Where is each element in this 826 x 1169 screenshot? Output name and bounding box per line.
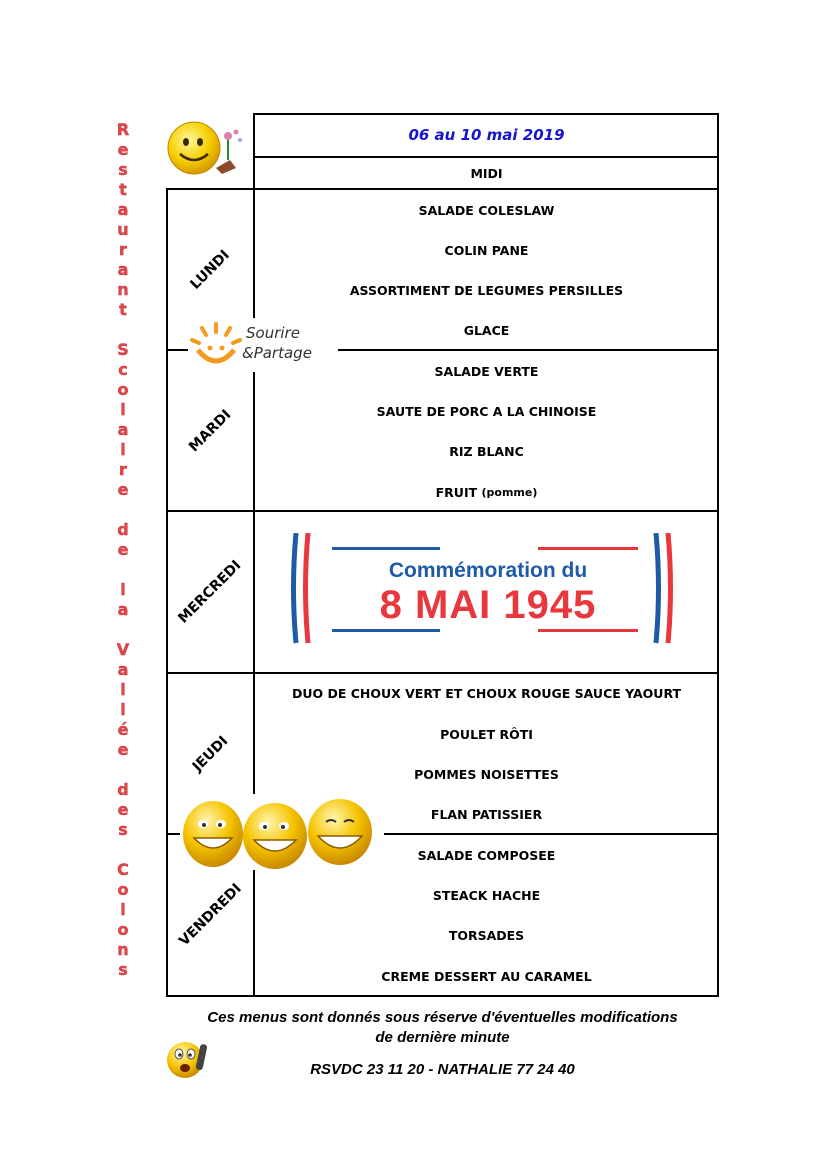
dish-vendredi-2: STEACK HACHE xyxy=(432,887,541,903)
side-title-letter: a xyxy=(117,660,129,679)
footer-disclaimer-line-1: Ces menus sont donnés sous réserve d'éventuelles modifications xyxy=(207,1009,678,1026)
dish-jeudi-3: POMMES NOISETTES xyxy=(414,766,559,782)
side-title-letter: s xyxy=(118,820,128,839)
sourire-partage-logo xyxy=(188,318,338,372)
restaurant-name-vertical xyxy=(108,120,138,980)
side-title-letter: d xyxy=(117,780,129,799)
day-label-mardi: MARDI xyxy=(185,406,235,455)
side-title-letter: a xyxy=(117,260,129,279)
side-title-letter: d xyxy=(117,520,129,539)
dish-mardi-4-label: FRUIT xyxy=(435,484,478,500)
side-title-letter: o xyxy=(117,880,129,899)
sun-icon xyxy=(188,320,244,370)
day-label-mercredi: MERCREDI xyxy=(175,557,245,627)
dish-mardi-4 xyxy=(254,472,719,512)
meal-label: MIDI xyxy=(470,165,503,181)
side-title-letter: a xyxy=(117,200,129,219)
logo-line-1: Sourire xyxy=(246,324,300,342)
side-title-letter: a xyxy=(117,420,129,439)
side-title-letter: s xyxy=(118,960,128,979)
side-title-letter: u xyxy=(117,220,129,239)
side-title-letter: e xyxy=(117,540,129,559)
side-title-letter: a xyxy=(117,600,129,619)
side-title-letter: n xyxy=(117,280,129,299)
side-title-letter: c xyxy=(118,360,128,379)
side-title-letter: t xyxy=(119,300,127,319)
side-title-letter: s xyxy=(118,160,128,179)
side-title-letter: e xyxy=(117,140,129,159)
dish-jeudi-2: POULET RÔTI xyxy=(440,726,533,742)
side-title-letter: e xyxy=(117,800,129,819)
side-title-letter: V xyxy=(116,640,130,659)
side-title-letter: l xyxy=(120,680,126,699)
side-title-letter: t xyxy=(119,180,127,199)
banner-line-2: 8 MAI 1945 xyxy=(379,583,597,627)
dish-vendredi-4: CREME DESSERT AU CARAMEL xyxy=(381,968,592,984)
dish-mardi-3: RIZ BLANC xyxy=(449,443,524,459)
side-title-letter: C xyxy=(117,860,129,879)
commemoration-banner xyxy=(288,533,688,648)
side-title-letter: e xyxy=(117,480,129,499)
side-title-letter: o xyxy=(117,920,129,939)
dish-lundi-2: COLIN PANE xyxy=(444,242,529,258)
footer-disclaimer-line-2: de dernière minute xyxy=(375,1029,510,1046)
day-label-vendredi: VENDREDI xyxy=(175,880,245,950)
dish-lundi-1: SALADE COLESLAW xyxy=(418,202,555,218)
dish-mardi-1: SALADE VERTE xyxy=(434,363,539,379)
dish-vendredi-1: SALADE COMPOSEE xyxy=(417,847,556,863)
side-title-letter: l xyxy=(120,700,126,719)
side-title-letter: r xyxy=(119,240,127,259)
dish-lundi-3: ASSORTIMENT DE LEGUMES PERSILLES xyxy=(349,282,624,298)
day-label-jeudi: JEUDI xyxy=(189,732,231,775)
dish-mardi-2: SAUTE DE PORC A LA CHINOISE xyxy=(376,403,597,419)
contact-phone-numbers: RSVDC 23 11 20 - NATHALIE 77 24 40 xyxy=(310,1061,575,1078)
logo-line-2: &Partage xyxy=(242,344,312,362)
side-title-letter: S xyxy=(117,340,129,359)
day-label-lundi: LUNDI xyxy=(187,246,233,293)
side-title-letter: i xyxy=(120,440,126,459)
banner-line-1: Commémoration du xyxy=(388,559,588,582)
side-title-letter: l xyxy=(120,580,126,599)
side-title-letter: l xyxy=(120,900,126,919)
dish-jeudi-1: DUO DE CHOUX VERT ET CHOUX ROUGE SAUCE YAOURT xyxy=(291,685,682,701)
dish-jeudi-4: FLAN PATISSIER xyxy=(430,806,543,822)
side-title-letter: e xyxy=(117,740,129,759)
side-title-letter: n xyxy=(117,940,129,959)
dish-vendredi-3: TORSADES xyxy=(448,927,525,943)
side-title-letter: r xyxy=(119,460,127,479)
side-title-letter: R xyxy=(116,120,130,139)
dish-lundi-4: GLACE xyxy=(463,322,510,338)
side-title-letter: l xyxy=(120,400,126,419)
laughing-smileys-icon xyxy=(180,794,384,870)
side-title-letter: o xyxy=(117,380,129,399)
fruit-note: (pomme) xyxy=(481,485,538,499)
week-title: 06 au 10 mai 2019 xyxy=(408,126,565,144)
side-title-letter: é xyxy=(117,720,129,739)
